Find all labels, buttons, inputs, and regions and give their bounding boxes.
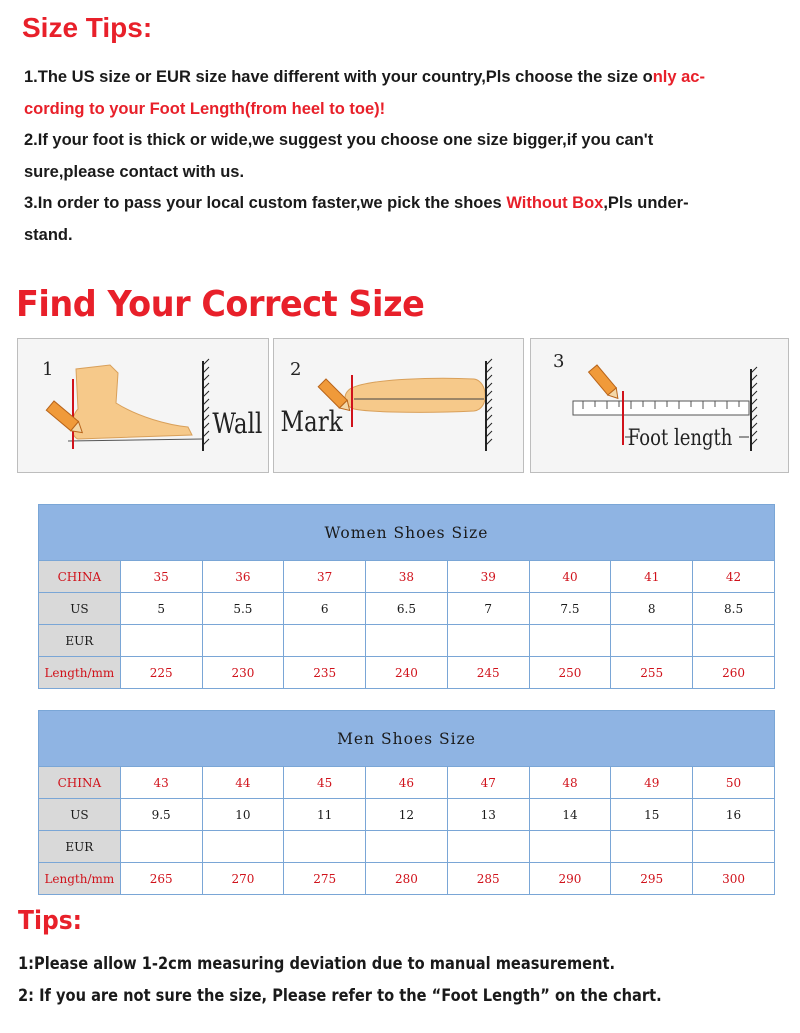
tips-title: Tips: (18, 906, 83, 936)
row-label-length: Length/mm (39, 863, 121, 895)
pencil-icon (589, 365, 622, 402)
table-cell: 8.5 (693, 593, 775, 625)
table-cell (529, 625, 611, 657)
table-cell: 295 (611, 863, 693, 895)
table-cell: 275 (284, 863, 366, 895)
size-tips-list (24, 62, 784, 252)
table-row (39, 561, 775, 593)
table-cell: 39 (447, 561, 529, 593)
table-cell: 230 (202, 657, 284, 689)
table-cell: 43 (120, 767, 202, 799)
step-2-panel (273, 338, 524, 473)
tip-2: 2.If your foot is thick or wide,we suggest you choose one size bigger,if you can't (24, 131, 654, 150)
table-cell: 7 (447, 593, 529, 625)
table-cell: 285 (447, 863, 529, 895)
tip-1: 1.The US size or EUR size have different with your country,Pls choose the size only ac- (24, 68, 705, 86)
table-cell (284, 625, 366, 657)
table-cell: 240 (366, 657, 448, 689)
table-cell (529, 831, 611, 863)
table-row (39, 799, 775, 831)
table-cell: 44 (202, 767, 284, 799)
table-cell: 290 (529, 863, 611, 895)
row-label-eur: EUR (39, 625, 121, 657)
table-cell (611, 831, 693, 863)
foot-against-wall-illustration (18, 339, 268, 472)
table-cell: 11 (284, 799, 366, 831)
wall-label: Wall (212, 407, 263, 441)
table-cell (202, 625, 284, 657)
table-cell (611, 625, 693, 657)
women-table-title: Women Shoes Size (39, 505, 775, 561)
table-cell: 41 (611, 561, 693, 593)
table-cell: 49 (611, 767, 693, 799)
table-cell: 40 (529, 561, 611, 593)
tips-line-1: 1:Please allow 1-2cm measuring deviation due to manual measurement. (18, 954, 616, 974)
table-cell: 255 (611, 657, 693, 689)
table-cell: 14 (529, 799, 611, 831)
men-table-title: Men Shoes Size (39, 711, 775, 767)
mark-label: Mark (280, 405, 343, 439)
row-label-eur: EUR (39, 831, 121, 863)
step-1-number: 1 (42, 359, 54, 380)
step-2-number: 2 (290, 359, 302, 380)
table-cell: 48 (529, 767, 611, 799)
men-size-table (38, 710, 775, 895)
table-cell: 15 (611, 799, 693, 831)
ruler-measure-illustration (531, 339, 788, 472)
table-cell: 5 (120, 593, 202, 625)
women-size-table (38, 504, 775, 689)
table-cell (202, 831, 284, 863)
table-row (39, 767, 775, 799)
tip-2-continued: sure,please contact with us. (24, 162, 245, 181)
step-1-panel (17, 338, 269, 473)
find-size-title: Find Your Correct Size (16, 284, 425, 325)
table-cell: 42 (693, 561, 775, 593)
table-row (39, 657, 775, 689)
step-3-number: 3 (553, 351, 565, 372)
foot-icon (345, 378, 485, 412)
table-row (39, 863, 775, 895)
row-label-china: CHINA (39, 767, 121, 799)
table-row (39, 831, 775, 863)
ruler-icon (573, 401, 749, 415)
table-cell (366, 625, 448, 657)
table-cell: 235 (284, 657, 366, 689)
table-cell: 7.5 (529, 593, 611, 625)
table-cell: 12 (366, 799, 448, 831)
table-cell (693, 831, 775, 863)
table-cell: 46 (366, 767, 448, 799)
table-cell (447, 625, 529, 657)
foot-length-label: Foot length (627, 424, 733, 451)
foot-top-view-illustration (274, 339, 523, 472)
row-label-us: US (39, 593, 121, 625)
size-tips-title: Size Tips: (22, 12, 153, 43)
table-cell: 270 (202, 863, 284, 895)
step-3-panel (530, 338, 789, 473)
table-cell: 36 (202, 561, 284, 593)
row-label-us: US (39, 799, 121, 831)
table-cell: 265 (120, 863, 202, 895)
table-cell: 16 (693, 799, 775, 831)
table-row (39, 593, 775, 625)
table-cell: 5.5 (202, 593, 284, 625)
table-cell: 245 (447, 657, 529, 689)
row-label-china: CHINA (39, 561, 121, 593)
table-cell (284, 831, 366, 863)
tip-3-continued: stand. (24, 225, 73, 244)
table-cell: 260 (693, 657, 775, 689)
foot-icon (72, 365, 192, 439)
table-cell: 6.5 (366, 593, 448, 625)
table-cell: 47 (447, 767, 529, 799)
table-cell: 300 (693, 863, 775, 895)
table-cell: 225 (120, 657, 202, 689)
tip-3: 3.In order to pass your local custom faster,we pick the shoes Without Box,Pls under- (24, 194, 689, 213)
table-cell (693, 625, 775, 657)
table-cell: 13 (447, 799, 529, 831)
table-cell (120, 831, 202, 863)
table-cell: 6 (284, 593, 366, 625)
table-cell: 37 (284, 561, 366, 593)
tips-line-2: 2: If you are not sure the size, Please refer to the “Foot Length” on the chart. (18, 986, 662, 1006)
table-cell: 38 (366, 561, 448, 593)
table-row (39, 625, 775, 657)
table-cell: 35 (120, 561, 202, 593)
table-cell (120, 625, 202, 657)
table-cell: 250 (529, 657, 611, 689)
table-cell: 9.5 (120, 799, 202, 831)
table-cell: 10 (202, 799, 284, 831)
table-cell: 50 (693, 767, 775, 799)
tip-1-continued: cording to your Foot Length(from heel to toe)! (24, 99, 386, 118)
row-label-length: Length/mm (39, 657, 121, 689)
table-cell: 8 (611, 593, 693, 625)
table-cell: 45 (284, 767, 366, 799)
table-cell: 280 (366, 863, 448, 895)
table-cell (447, 831, 529, 863)
table-cell (366, 831, 448, 863)
